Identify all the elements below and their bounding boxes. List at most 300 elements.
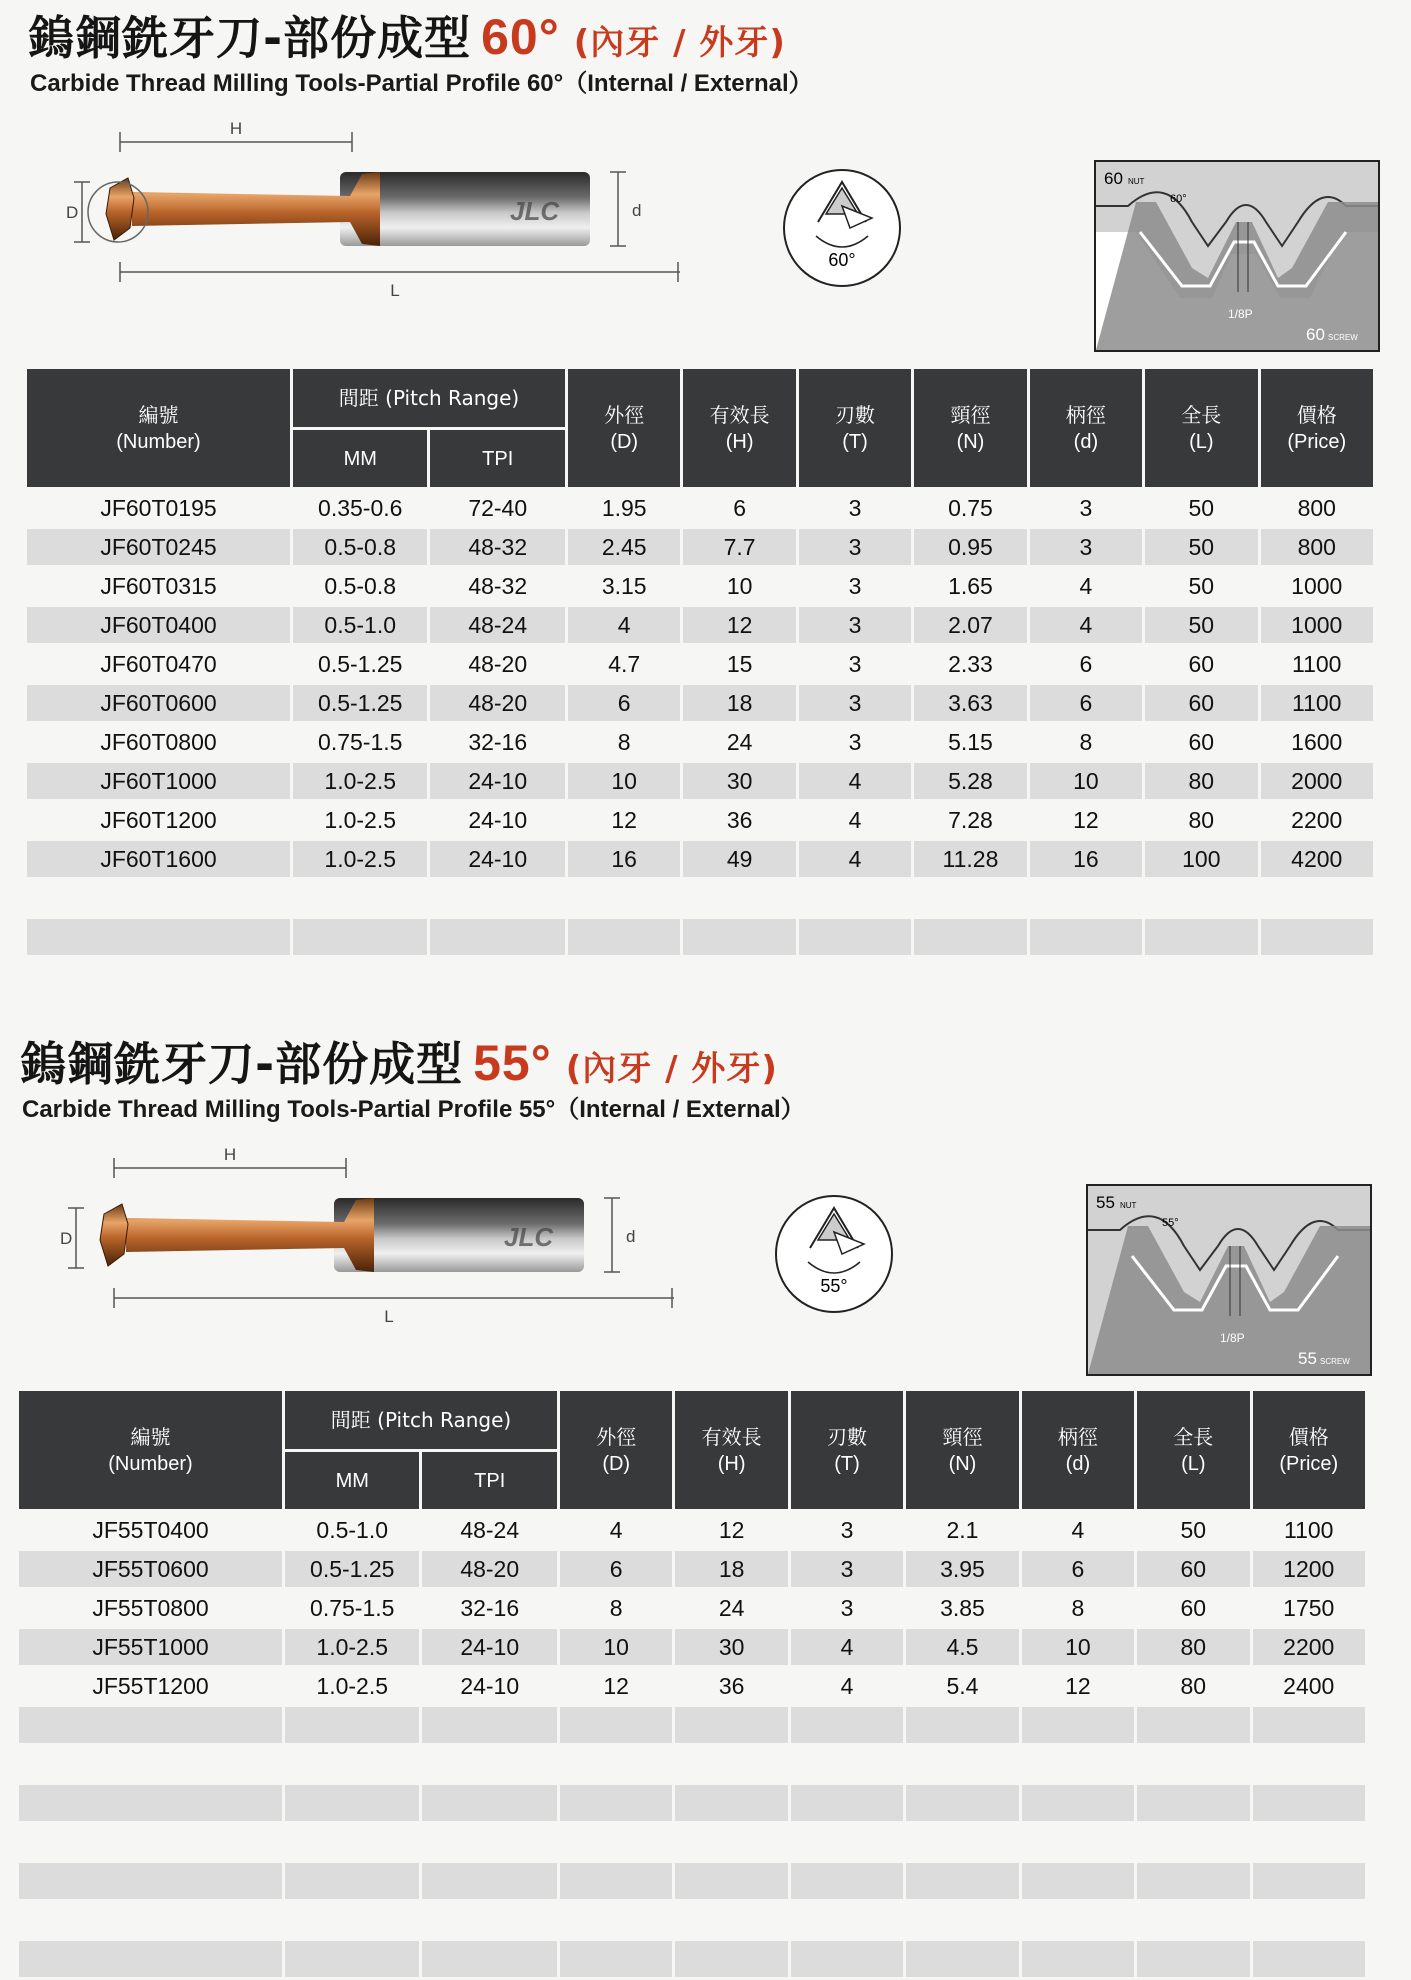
table-cell: 3.15 [601,572,647,599]
table-cell: 80 [1145,763,1257,799]
table-row [19,1512,1365,1548]
table-cell: 4 [609,1516,623,1543]
table-cell: 60 [1188,728,1215,755]
table-cell: 3 [791,1551,903,1587]
table-row [27,802,1373,838]
blank-cell [568,880,680,916]
table-cell: 4 [1071,1516,1085,1543]
blank-cell [791,1863,903,1899]
table-cell: 3 [848,728,862,755]
table-cell: 3 [840,1516,854,1543]
spacer-row [19,1746,1365,1782]
table-cell: 5.15 [948,728,993,755]
th-tpi: TPI [430,430,565,487]
blank-cell [422,1707,557,1743]
table-cell: 4 [840,1672,854,1699]
blank-cell [906,1785,1018,1821]
table-cell: 800 [1297,494,1336,521]
blank-cell [791,1746,903,1782]
blank-cell [1137,1707,1249,1743]
blank-cell [906,1941,1018,1977]
table-cell: 0.5-1.0 [316,1516,389,1543]
table-row [27,490,1373,526]
table-cell: 1.65 [948,572,993,599]
table-cell: 1000 [1291,572,1343,599]
blank-cell [19,1941,282,1977]
table-row [19,1668,1365,1704]
table-cell: 4 [568,607,680,643]
table-cell: 1.0-2.5 [316,1672,389,1699]
blank-cell [422,1785,557,1821]
th-shank: 柄徑 (d) [1030,369,1142,487]
blank-cell [1137,1941,1249,1977]
table-cell: 48-24 [460,1516,520,1543]
th-outer-diameter: 外徑 (D) [560,1391,672,1509]
table-cell: 1750 [1283,1594,1335,1621]
blank-cell [1022,1824,1134,1860]
table-cell: 1.0-2.5 [285,1629,420,1665]
blank-cell [27,880,290,916]
th-number: 編號 (Number) [19,1391,282,1509]
tool-diagram-60 [66,118,690,308]
blank-cell [799,919,911,955]
table-cell: 50 [1180,1516,1207,1543]
table-cell: 12 [683,607,795,643]
table-cell: 16 [568,841,680,877]
table-row [19,1551,1365,1587]
th-tpi: TPI [422,1452,557,1509]
title-55-cn: 鎢鋼銑牙刀-部份成型 55° (內牙 / 外牙) [20,1035,778,1091]
table-cell: 60 [1180,1594,1207,1621]
blank-cell [1253,1824,1365,1860]
table-cell: 24 [726,728,753,755]
th-mm: MM [293,430,428,487]
table-cell: 18 [675,1551,787,1587]
table-cell: 6 [568,685,680,721]
blank-cell [1022,1902,1134,1938]
table-row [27,529,1373,565]
table-cell: 12 [603,1672,629,1699]
title-60-cn: 鎢鋼銑牙刀-部份成型 60° (內牙 / 外牙) [28,9,786,65]
table-cell: 6 [560,1551,672,1587]
table-cell: JF60T1000 [27,763,290,799]
blank-cell [675,1707,787,1743]
table-cell: 2.33 [948,650,993,677]
blank-cell [1137,1785,1249,1821]
svg-text:SCREW: SCREW [1320,1357,1350,1366]
table-cell: 8 [617,728,631,755]
table-cell: 3 [1079,494,1093,521]
blank-cell [791,1785,903,1821]
blank-row [19,1785,1365,1821]
blank-cell [560,1902,672,1938]
angle-label-55: 55° [820,1276,848,1296]
blank-cell [293,919,428,955]
label-D: D [66,203,79,222]
spec-table-55 [16,1388,1368,1980]
tool-logo: JLC [504,1222,554,1252]
table-cell: JF60T1600 [27,841,290,877]
table-cell: 2200 [1291,806,1343,833]
blank-cell [422,1941,557,1977]
table-cell: 4 [791,1629,903,1665]
table-cell: 10 [1022,1629,1134,1665]
table-cell: 4 [1030,607,1142,643]
blank-cell [560,1707,672,1743]
table-row [27,568,1373,604]
table-cell: 48-32 [468,572,528,599]
profile-screw-60: 60 [1306,325,1325,344]
table-cell: 30 [675,1629,787,1665]
blank-cell [430,919,565,955]
table-cell: 4200 [1261,841,1373,877]
table-cell: 6 [1030,685,1142,721]
spacer-row [19,1824,1365,1860]
blank-row [19,1707,1365,1743]
blank-cell [675,1902,787,1938]
table-cell: 49 [683,841,795,877]
blank-cell [1253,1707,1365,1743]
table-cell: 3 [799,607,911,643]
blank-cell [430,880,565,916]
table-cell: 12 [1065,1672,1091,1699]
table-cell: 80 [1137,1629,1249,1665]
blank-cell [683,880,795,916]
blank-cell [914,919,1026,955]
table-cell: 24-10 [430,841,565,877]
blank-cell [568,919,680,955]
blank-row [27,919,1373,955]
th-neck: 頸徑 (N) [906,1391,1018,1509]
blank-cell [19,1746,282,1782]
table-cell: 0.5-1.25 [285,1551,420,1587]
blank-cell [422,1746,557,1782]
blank-cell [675,1941,787,1977]
svg-text:1/8P: 1/8P [1220,1331,1245,1345]
table-cell: 4 [848,806,862,833]
svg-text:SCREW: SCREW [1328,333,1358,342]
th-pitch: 間距 (Pitch Range) [285,1391,557,1449]
th-neck: 頸徑 (N) [914,369,1026,487]
blank-cell [675,1824,787,1860]
th-teeth: 刃數 (T) [791,1391,903,1509]
blank-cell [1253,1746,1365,1782]
label-H: H [223,1145,237,1164]
blank-cell [1253,1863,1365,1899]
profile-nut-55: 55 [1096,1193,1115,1212]
table-cell: 50 [1188,494,1215,521]
blank-cell [1145,919,1257,955]
table-cell: 36 [718,1672,745,1699]
table-cell: 5.28 [914,763,1026,799]
blank-cell [285,1902,420,1938]
blank-cell [560,1746,672,1782]
table-cell: 7.28 [948,806,993,833]
table-cell: 2200 [1253,1629,1365,1665]
blank-cell [906,1746,1018,1782]
table-row [27,724,1373,760]
table-cell: 18 [683,685,795,721]
th-effective-length: 有效長 (H) [683,369,795,487]
thread-profile-60 [1094,160,1380,352]
label-d: d [632,201,642,220]
table-cell: 7.7 [683,529,795,565]
blank-cell [422,1902,557,1938]
table-cell: 3 [799,529,911,565]
blank-cell [791,1902,903,1938]
table-cell: 3.95 [906,1551,1018,1587]
blank-cell [1137,1863,1249,1899]
table-row [19,1590,1365,1626]
blank-cell [675,1863,787,1899]
blank-cell [19,1707,282,1743]
table-cell: 50 [1145,529,1257,565]
table-cell: 3 [1030,529,1142,565]
blank-cell [1030,919,1142,955]
svg-text:60°: 60° [1170,193,1187,205]
table-cell: 4.5 [906,1629,1018,1665]
blank-cell [1253,1941,1365,1977]
blank-cell [422,1863,557,1899]
th-length: 全長 (L) [1137,1391,1249,1509]
table-row [19,1629,1365,1665]
table-cell: 60 [1137,1551,1249,1587]
table-cell: 8 [609,1594,623,1621]
blank-cell [1137,1824,1249,1860]
table-row [27,646,1373,682]
th-price: 價格 (Price) [1261,369,1373,487]
table-cell: 50 [1188,572,1215,599]
table-cell: JF55T0600 [19,1551,282,1587]
blank-cell [560,1863,672,1899]
svg-text:NUT: NUT [1128,177,1145,186]
table-cell: 3 [799,685,911,721]
table-cell: 1000 [1261,607,1373,643]
table-cell: 80 [1188,806,1215,833]
blank-cell [1261,919,1373,955]
table-cell: 4 [799,763,911,799]
blank-cell [791,1941,903,1977]
table-cell: 11.28 [914,841,1026,877]
blank-row [19,1863,1365,1899]
table-cell: 5.4 [946,1672,979,1699]
spec-table-60 [24,366,1376,958]
blank-cell [1022,1707,1134,1743]
blank-cell [1022,1941,1134,1977]
title-60-sub: (內牙 / 外牙) [573,23,786,63]
table-cell: 10 [560,1629,672,1665]
table-cell: 0.5-0.8 [324,572,397,599]
title-60-degree: 60° [481,9,560,65]
blank-cell [1253,1785,1365,1821]
table-cell: 0.75-1.5 [318,728,403,755]
svg-text:NUT: NUT [1120,1201,1137,1210]
table-cell: JF60T0470 [100,650,217,677]
blank-cell [1145,880,1257,916]
table-cell: 1100 [1261,685,1373,721]
blank-cell [560,1941,672,1977]
blank-cell [422,1824,557,1860]
table-cell: 24-10 [468,806,528,833]
table-cell: 0.95 [914,529,1026,565]
table-cell: 2000 [1261,763,1373,799]
table-cell: 48-32 [430,529,565,565]
blank-cell [1030,880,1142,916]
blank-cell [906,1707,1018,1743]
blank-cell [285,1785,420,1821]
table-cell: 3 [848,650,862,677]
table-cell: JF60T0315 [100,572,217,599]
table-cell: 24-10 [422,1629,557,1665]
label-L: L [384,1307,394,1326]
spacer-row [27,880,1373,916]
table-cell: JF60T0800 [100,728,217,755]
table-cell: 1100 [1292,650,1342,677]
table-body-60 [27,490,1373,955]
blank-cell [683,919,795,955]
table-body-55 [19,1512,1365,1977]
blank-cell [1137,1902,1249,1938]
angle-icon-60 [780,166,904,290]
table-cell: 48-24 [430,607,565,643]
blank-cell [293,880,428,916]
table-cell: 48-20 [422,1551,557,1587]
table-cell: 1.0-2.5 [293,763,428,799]
title-60-en: Carbide Thread Milling Tools-Partial Profile 60°（Internal / External） [30,70,813,97]
table-cell: 100 [1145,841,1257,877]
table-cell: 0.5-1.0 [293,607,428,643]
blank-cell [1137,1746,1249,1782]
blank-cell [285,1863,420,1899]
table-cell: 6 [1022,1551,1134,1587]
table-cell: 3.85 [940,1594,985,1621]
thread-profile-55 [1086,1184,1372,1376]
table-row [27,763,1373,799]
title-55-degree: 55° [473,1035,552,1091]
table-cell: 800 [1261,529,1373,565]
table-cell: JF60T0400 [27,607,290,643]
table-cell: 24-10 [460,1672,520,1699]
tool-logo: JLC [510,196,560,226]
blank-cell [675,1785,787,1821]
table-cell: 3.63 [914,685,1026,721]
table-cell: 12 [1073,806,1099,833]
th-length: 全長 (L) [1145,369,1257,487]
blank-cell [791,1707,903,1743]
table-cell: 32-16 [468,728,528,755]
profile-nut-60: 60 [1104,169,1123,188]
table-cell: JF60T0245 [27,529,290,565]
svg-text:1/8P: 1/8P [1228,307,1253,321]
blank-cell [560,1824,672,1860]
th-number: 編號 (Number) [27,369,290,487]
table-cell: 4.7 [608,650,641,677]
table-cell: 3 [840,1594,854,1621]
table-cell: 4 [799,841,911,877]
blank-cell [285,1941,420,1977]
table-cell: 60 [1145,685,1257,721]
table-row [27,607,1373,643]
label-L: L [390,281,400,300]
blank-cell [19,1863,282,1899]
table-cell: 6 [733,494,747,521]
th-pitch: 間距 (Pitch Range) [293,369,565,427]
table-cell: 6 [1079,650,1093,677]
table-cell: JF55T0800 [92,1594,209,1621]
blank-cell [906,1902,1018,1938]
table-cell: JF60T0195 [100,494,217,521]
table-row [27,841,1373,877]
table-cell: 3 [848,494,862,521]
table-cell: JF60T0600 [27,685,290,721]
table-cell: 2.07 [914,607,1026,643]
table-cell: 12 [611,806,637,833]
blank-cell [914,880,1026,916]
table-cell: 1200 [1253,1551,1365,1587]
label-d: d [626,1227,636,1246]
blank-row [19,1941,1365,1977]
table-cell: 72-40 [468,494,528,521]
table-cell: 0.5-1.25 [293,685,428,721]
table-cell: 60 [1188,650,1215,677]
th-teeth: 刃數 (T) [799,369,911,487]
blank-cell [285,1707,420,1743]
table-cell: 16 [1030,841,1142,877]
table-cell: 15 [726,650,753,677]
th-shank: 柄徑 (d) [1022,1391,1134,1509]
table-cell: 0.35-0.6 [318,494,403,521]
blank-cell [906,1824,1018,1860]
table-cell: JF60T1200 [100,806,217,833]
blank-cell [560,1785,672,1821]
blank-cell [27,919,290,955]
table-row [27,685,1373,721]
table-cell: 30 [683,763,795,799]
blank-cell [285,1746,420,1782]
blank-cell [1022,1785,1134,1821]
table-cell: 1.95 [601,494,647,521]
table-cell: 24-10 [430,763,565,799]
blank-cell [1261,880,1373,916]
th-outer-diameter: 外徑 (D) [568,369,680,487]
table-cell: 32-16 [460,1594,520,1621]
table-cell: 10 [568,763,680,799]
tool-diagram-55 [60,1144,684,1334]
table-cell: 80 [1180,1672,1207,1699]
table-cell: 8 [1071,1594,1085,1621]
th-mm: MM [285,1452,420,1509]
blank-cell [791,1824,903,1860]
table-cell: 3 [848,572,862,599]
blank-cell [675,1746,787,1782]
angle-icon-55 [772,1192,896,1316]
blank-cell [19,1824,282,1860]
table-cell: JF55T0400 [92,1516,209,1543]
table-cell: 48-20 [468,650,528,677]
table-cell: 1100 [1284,1516,1334,1543]
table-cell: 8 [1079,728,1093,755]
table-cell: 36 [726,806,753,833]
title-55-en: Carbide Thread Milling Tools-Partial Profile 55°（Internal / External） [22,1096,805,1123]
table-cell: 2.1 [946,1516,979,1543]
blank-cell [285,1824,420,1860]
blank-cell [799,880,911,916]
table-cell: 2400 [1283,1672,1335,1699]
table-cell: 10 [1030,763,1142,799]
table-cell: 4 [1079,572,1093,599]
table-cell: 10 [726,572,753,599]
table-cell: 1.0-2.5 [293,841,428,877]
